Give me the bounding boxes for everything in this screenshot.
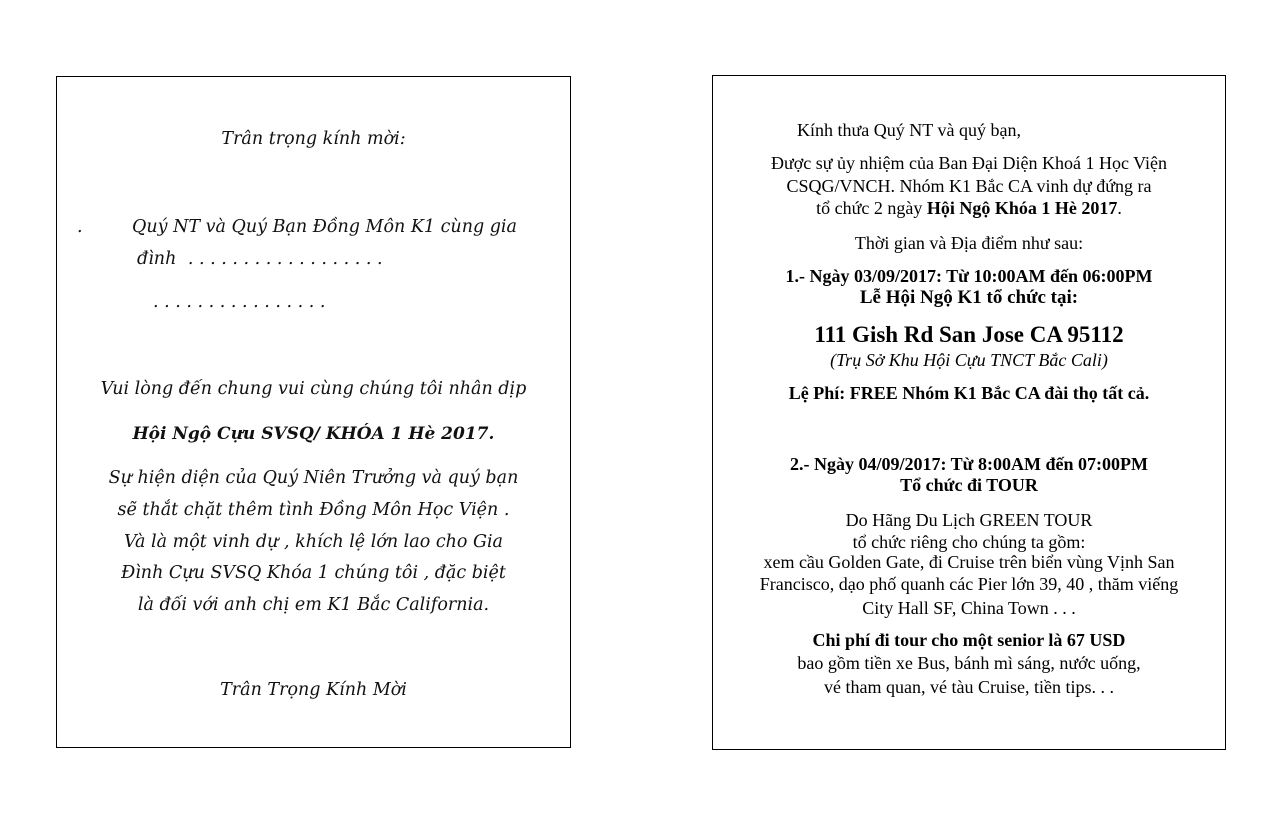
closing: Trân Trọng Kính Mời (220, 680, 407, 700)
intro-line-1: Được sự ủy nhiệm của Ban Đại Diện Khoá 1 Học Viện (770, 153, 1168, 173)
intro-line-3 (713, 197, 1225, 219)
day1-heading: 1.- Ngày 03/09/2017: Từ 10:00AM đến 06:00PM (785, 266, 1153, 286)
invitee-line-2 (137, 249, 383, 269)
invitation-card-left (56, 76, 571, 748)
day1-subheading: Lễ Hội Ngộ K1 tổ chức tại: (859, 287, 1079, 308)
invitee-word: đình (137, 249, 177, 269)
bullet: . (77, 217, 83, 237)
message-line-3: Và là một vinh dự , khích lệ lớn lao cho Gia (124, 532, 503, 552)
intro-line-2: CSQG/VNCH. Nhóm K1 Bắc CA vinh dự đứng ra (786, 176, 1152, 196)
invitee-dots-1: . . . . . . . . . . . . . . . . . . (187, 249, 383, 269)
day2-line-3: xem cầu Golden Gate, đi Cruise trên biển vùng Vịnh San (763, 552, 1175, 572)
cost-line-1: bao gồm tiền xe Bus, bánh mì sáng, nước uống, (797, 653, 1141, 673)
day2-line-5: City Hall SF, China Town . . . (862, 598, 1076, 618)
event-name: Hội Ngộ Khóa 1 Hè 2017 (926, 198, 1118, 218)
invite-text: Vui lòng đến chung vui cùng chúng tôi nhân dịp (100, 379, 527, 399)
schedule-intro: Thời gian và Địa điểm như sau: (854, 233, 1084, 253)
day1-fee: Lệ Phí: FREE Nhóm K1 Bắc CA đài thọ tất cả. (788, 383, 1150, 403)
message-line-4: Đình Cựu SVSQ Khóa 1 chúng tôi , đặc biệt (121, 563, 506, 583)
salutation: Kính thưa Quý NT và quý bạn, (797, 120, 1021, 140)
day1-address: 111 Gish Rd San Jose CA 95112 (814, 322, 1124, 347)
day2-line-2: tổ chức riêng cho chúng ta gồm: (852, 532, 1086, 552)
cost-line-2: vé tham quan, vé tàu Cruise, tiền tips. . . (824, 677, 1114, 697)
day2-line-1: Do Hãng Du Lịch GREEN TOUR (845, 510, 1093, 530)
intro-line-3-prefix: tổ chức 2 ngày (816, 198, 927, 218)
invitation-card-right (712, 75, 1226, 750)
day1-venue: (Trụ Sở Khu Hội Cựu TNCT Bắc Cali) (830, 350, 1108, 370)
message-line-5: là đối với anh chị em K1 Bắc California. (137, 595, 490, 615)
day2-subheading: Tổ chức đi TOUR (900, 475, 1038, 495)
message-line-1: Sự hiện diện của Quý Niên Trưởng và quý bạn (108, 468, 519, 488)
day2-line-4: Francisco, dạo phố quanh các Pier lớn 39, 40 , thăm viếng (759, 574, 1179, 594)
event-title: Hội Ngộ Cựu SVSQ/ KHÓA 1 Hè 2017. (132, 424, 495, 444)
message-line-2: sẽ thắt chặt thêm tình Đồng Môn Học Viện . (117, 500, 510, 520)
day2-heading: 2.- Ngày 04/09/2017: Từ 8:00AM đến 07:00PM (790, 454, 1148, 474)
intro-line-3-suffix: . (1117, 198, 1122, 218)
greeting: Trân trọng kính mời: (221, 129, 406, 149)
invitee-dots-2: . . . . . . . . . . . . . . . . (153, 292, 326, 312)
invitee-line-1: Quý NT và Quý Bạn Đồng Môn K1 cùng gia (132, 217, 517, 237)
cost-heading: Chi phí đi tour cho một senior là 67 USD (812, 630, 1126, 650)
